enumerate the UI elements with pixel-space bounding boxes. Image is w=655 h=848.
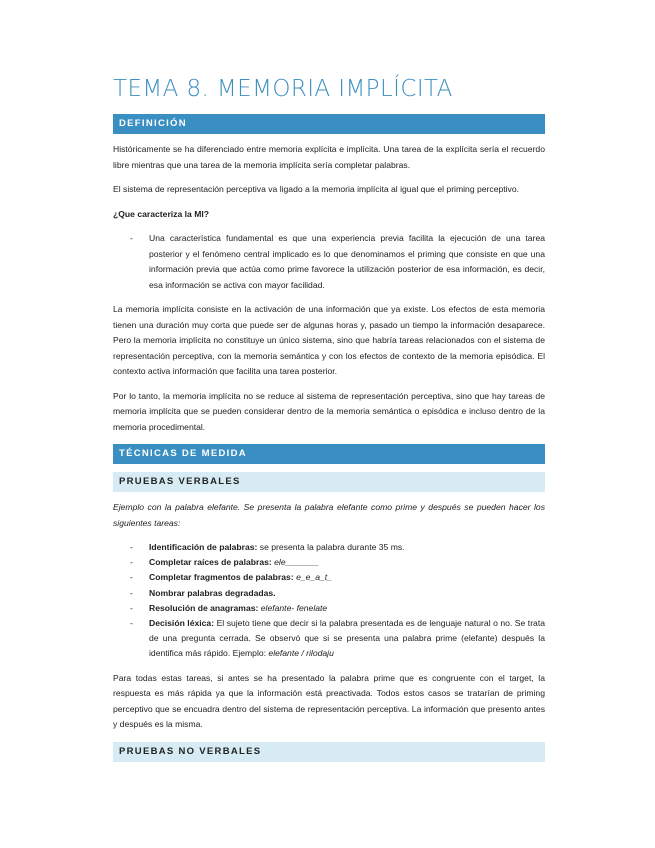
list-item-text: Una característica fundamental es que una experiencia previa facilita la ejecución de una tarea posterior y el fenómeno central implicado es lo que denominamos el priming que consiste en que una información previa que actúa como prime favorece la utilización posterior de esa información, es decir, esa información se activa con mayor facilidad. [149,233,545,290]
section-heading-tecnicas: TÉCNICAS DE MEDIDA [113,444,545,464]
task-label: Completar raíces de palabras: [149,557,272,568]
task-label: Nombrar palabras degradadas. [149,587,276,598]
definicion-paragraph-3: La memoria implícita consiste en la activación de una información que ya existe. Los efectos de esta memoria tienen una duración muy corta que puede ser de algunas horas y, pasado un tiempo la información desaparece. Pero la memoria implícita no constituye un único sistema, sino que habría tareas relacionados con el sistema de representación perceptiva, con la memoria semántica y con los efectos de contexto de la memoria episódica. El contexto activa información que facilita una tarea posterior. [113,304,545,376]
verbales-paragraph-after: Para todas estas tareas, si antes se ha presentado la palabra prime que es congruente con el target, la respuesta es más rápida ya que la información está preactivada. Todos estos casos se tratarían de priming perceptivo que se encuadra dentro del sistema de representación perceptiva. La información que presento antes y después es la misma. [113,672,545,730]
page-title: TEMA 8. MEMORIA IMPLÍCITA [113,76,453,102]
list-item [113,601,545,616]
bullet-dash: - [130,587,133,598]
bullet-dash: - [130,572,133,583]
definicion-paragraph-4: Por lo tanto, la memoria implícita no se reduce al sistema de representación perceptiva, sino que hay tareas de memoria implícita que se pueden considerar dentro de la memoria semántica o episódica e incluso dentro de la memoria procedimental. [113,390,545,432]
bullet-dash: - [130,618,133,629]
list-item [113,616,545,662]
list-item [113,231,545,293]
task-example: ele_______ [274,557,320,568]
task-label: Identificación de palabras: [149,542,258,552]
task-example: elefante / rilodaju [268,648,334,659]
list-item [113,586,545,601]
task-text: se presenta la palabra durante 35 ms. [257,542,405,552]
list-item [113,570,545,585]
bullet-dash: - [130,602,133,613]
bullet-dash: - [130,542,133,552]
definicion-paragraph-1: Históricamente se ha diferenciado entre memoria explícita e implícita. Una tarea de la explícita sería el recuerdo libre mientras que una tarea de la memoria implícita sería completar palabras. [113,144,545,170]
definicion-paragraph-2: El sistema de representación perceptiva va ligado a la memoria implícita al igual que el priming perceptivo. [113,184,520,194]
task-example: e_e_a_t_ [296,572,332,583]
list-item [113,540,545,555]
list-item [113,555,545,570]
task-label: Resolución de anagramas: [149,602,259,613]
section-heading-definicion: DEFINICIÓN [113,114,545,134]
task-label: Decisión léxica: [149,618,215,629]
verbales-task-list [113,540,545,662]
subsection-heading-no-verbales: PRUEBAS NO VERBALES [113,742,545,762]
definicion-bullet-list [113,231,545,293]
bullet-dash: - [130,557,133,568]
task-label: Completar fragmentos de palabras: [149,572,294,583]
bullet-dash: - [130,233,133,243]
definicion-question: ¿Que caracteriza la MI? [113,208,209,219]
verbales-intro: Ejemplo con la palabra elefante. Se presenta la palabra elefante como prime y después se pueden hacer los siguientes tareas: [113,502,545,528]
task-example: elefante- fenelate [260,602,328,613]
task-text: El sujeto tiene que decir si la palabra presentada es de lenguaje natural o no. Se trata de una pregunta cerrada. Se observó que si se presenta una palabra prime (elefante) después la identifica más rápido. Ejemplo: [149,618,546,659]
subsection-heading-verbales: PRUEBAS VERBALES [113,472,545,492]
